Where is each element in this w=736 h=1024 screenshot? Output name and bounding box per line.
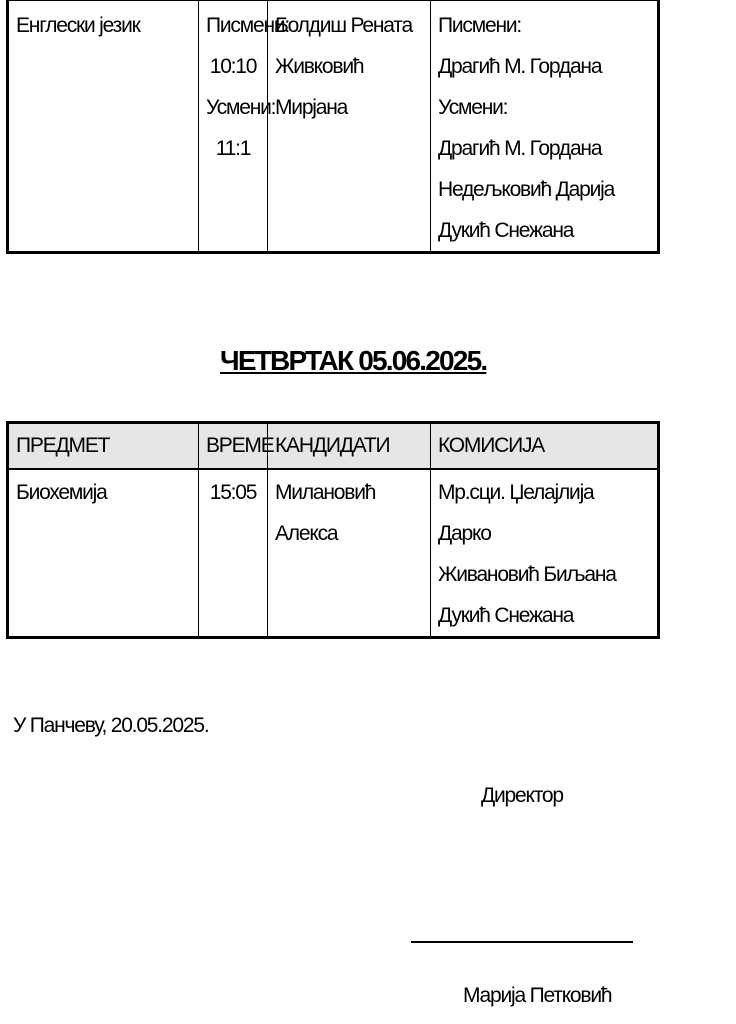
- table-row: [8, 469, 659, 638]
- header-commission: КОМИСИЈА: [431, 423, 659, 470]
- time-text: 15:05: [209, 481, 257, 504]
- signatory-name: Марија Петковић: [463, 984, 612, 1007]
- time-line: 11:1: [215, 137, 251, 160]
- previous-exam-table: [6, 0, 660, 254]
- candidates-cell: [268, 1, 431, 253]
- place-date: У Панчеву, 20.05.2025.: [13, 714, 209, 737]
- candidate-name: Болдиш Рената: [275, 14, 412, 37]
- signature-line: [411, 941, 633, 943]
- subject-text: Биохемија: [16, 481, 107, 504]
- commission-line: Писмени:: [438, 14, 522, 37]
- time-cell: [199, 469, 268, 638]
- commission-line: Мр.сци. Џелајлија: [438, 481, 594, 504]
- time-line: Усмени:: [206, 96, 276, 119]
- commission-line: Дукић Снежана: [438, 219, 574, 242]
- commission-line: Драгић М. Гордана: [438, 55, 602, 78]
- time-line: Писмени:: [206, 14, 290, 37]
- table-header-row: [8, 423, 659, 470]
- commission-line: Дукић Снежана: [438, 604, 574, 627]
- commission-line: Живановић Биљана: [438, 563, 616, 586]
- time-line: 10:10: [209, 55, 257, 78]
- table-row: [8, 1, 659, 253]
- subject-text: Енглески језик: [16, 14, 140, 37]
- commission-line: Драгић М. Гордана: [438, 137, 602, 160]
- commission-line: Дарко: [438, 522, 491, 545]
- schedule-table: [6, 421, 660, 639]
- candidate-name: Живковић Мирјана: [275, 55, 364, 119]
- commission-line: Недељковић Дарија: [438, 178, 615, 201]
- candidate-name: Милановић Алекса: [275, 481, 376, 545]
- director-title: Директор: [481, 784, 563, 807]
- candidates-cell: [268, 469, 431, 638]
- header-candidates: КАНДИДАТИ: [268, 423, 431, 470]
- commission-cell: [431, 469, 659, 638]
- header-subject: ПРЕДМЕТ: [8, 423, 199, 470]
- day-heading: ЧЕТВРТАК 05.06.2025.: [220, 345, 487, 376]
- subject-cell: [8, 1, 199, 253]
- header-time: ВРЕМЕ: [199, 423, 268, 470]
- commission-line: Усмени:: [438, 96, 508, 119]
- commission-cell: [431, 1, 659, 253]
- subject-cell: [8, 469, 199, 638]
- time-cell: [199, 1, 290, 253]
